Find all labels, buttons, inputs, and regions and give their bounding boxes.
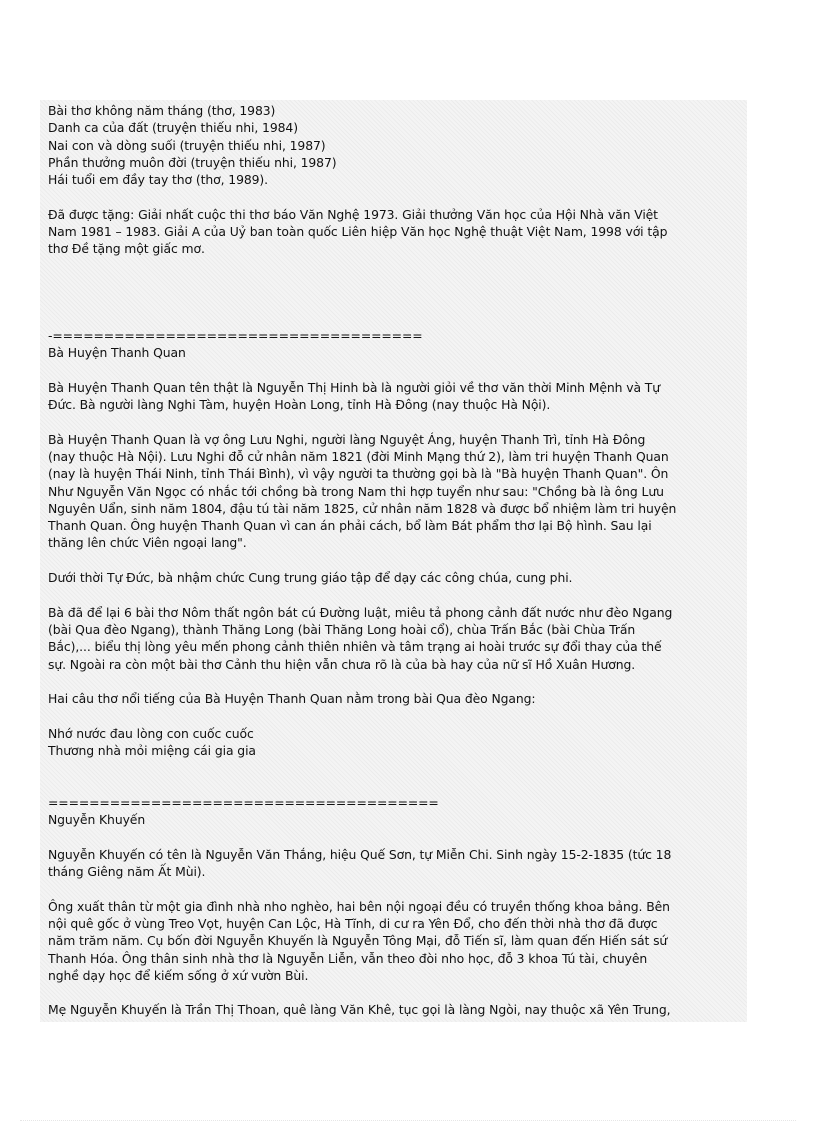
blank-line — [48, 759, 748, 776]
text-line: Nguyễn Khuyến có tên là Nguyễn Văn Thắng, hiệu Quế Sơn, tự Miễn Chi. Sinh ngày 15-2-1835 (tức 18 — [48, 846, 672, 862]
text-line: Đức. Bà người làng Nghi Tàm, huyện Hoàn Long, tỉnh Hà Đông (nay thuộc Hà Nội). — [48, 397, 551, 413]
text-line: tháng Giêng năm Ất Mùi). — [48, 864, 206, 880]
blank-line — [48, 880, 748, 897]
blank-line — [48, 552, 748, 569]
page-bottom-rule — [20, 1120, 796, 1121]
text-line: (nay là huyện Thái Ninh, tỉnh Thái Bình), vì vậy người ta thường gọi bà là "Bà huyện Thanh Quan". Ôn — [48, 466, 669, 482]
text-line: ====================================== — [48, 794, 439, 810]
text-line: -==================================== — [48, 327, 423, 343]
text-line: Bà Huyện Thanh Quan — [48, 345, 186, 361]
text-line: Đã được tặng: Giải nhất cuộc thi thơ báo Văn Nghệ 1973. Giải thưởng Văn học của Hội Nhà văn Việt — [48, 206, 658, 222]
text-line: thơ Đề tặng một giấc mơ. — [48, 241, 205, 257]
text-line: Phần thưởng muôn đời (truyện thiếu nhi, 1987) — [48, 154, 337, 170]
text-line: Hai câu thơ nổi tiếng của Bà Huyện Thanh Quan nằm trong bài Qua đèo Ngang: — [48, 691, 536, 707]
blank-line — [48, 413, 748, 430]
document-body — [48, 102, 748, 1019]
text-line: Bài thơ không năm tháng (thơ, 1983) — [48, 103, 276, 118]
text-line: nội quê gốc ở vùng Treo Vọt, huyện Can Lộc, Hà Tĩnh, di cư ra Yên Đổ, cho đến thời nhà thơ đã được — [48, 915, 658, 931]
text-line: (nay thuộc Hà Nội). Lưu Nghi đỗ cử nhân năm 1821 (đời Minh Mạng thứ 2), làm tri huyện Thanh Quan — [48, 448, 669, 464]
text-line: Như Nguyễn Văn Ngọc có nhắc tới chồng bà trong Nam thi hợp tuyển như sau: "Chồng bà là ông Lưu — [48, 483, 664, 499]
blank-line — [48, 673, 748, 690]
text-line: Dưới thời Tự Đức, bà nhậm chức Cung trung giáo tập để dạy các công chúa, cung phi. — [48, 570, 573, 586]
text-line: sự. Ngoài ra còn một bài thơ Cảnh thu hiện vẫn chưa rõ là của bà hay của nữ sĩ Hồ Xuân Hương. — [48, 656, 636, 672]
text-line: Nguyễn Khuyến — [48, 812, 146, 828]
text-line: Bắc),... biểu thị lòng yêu mến phong cảnh thiên nhiên và tâm trạng ai hoài trước sự đổi thay của thế — [48, 639, 662, 655]
text-line: Nai con và dòng suối (truyện thiếu nhi, 1987) — [48, 137, 326, 153]
text-line: Bà đã để lại 6 bài thơ Nôm thất ngôn bát cú Đường luật, miêu tả phong cảnh đất nước như đèo Ngang — [48, 604, 673, 620]
text-line: Bà Huyện Thanh Quan là vợ ông Lưu Nghi, người làng Nguyệt Áng, huyện Thanh Trì, tỉnh Hà Đông — [48, 431, 646, 447]
blank-line — [48, 361, 748, 378]
blank-line — [48, 292, 748, 309]
text-line: (bài Qua đèo Ngang), thành Thăng Long (bài Thăng Long hoài cổ), chùa Trấn Bắc (bài Chùa Trấn — [48, 621, 636, 637]
text-line: Mẹ Nguyễn Khuyến là Trần Thị Thoan, quê làng Văn Khê, tục gọi là làng Ngòi, nay thuộc xã Yên Trung, — [48, 1002, 671, 1018]
blank-line — [48, 258, 748, 275]
text-line: nghề dạy học để kiếm sống ở xứ vườn Bùi. — [48, 967, 309, 983]
text-line: Nguyên Uẩn, sinh năm 1804, đậu tú tài năm 1825, cử nhân năm 1828 và được bổ nhiệm làm tri huyện — [48, 500, 677, 516]
text-line: Thương nhà mỏi miệng cái gia gia — [48, 742, 256, 758]
text-line: Ông xuất thân từ một gia đình nhà nho nghèo, hai bên nội ngoại đều có truyền thống khoa bảng. Bên — [48, 898, 670, 914]
text-line: Danh ca của đất (truyện thiếu nhi, 1984) — [48, 120, 298, 136]
text-line: thăng lên chức Viên ngoại lang". — [48, 535, 247, 551]
text-line: năm trăm năm. Cụ bốn đời Nguyễn Khuyến là Nguyễn Tông Mại, đỗ Tiến sĩ, làm quan đến Hiến sát sứ — [48, 933, 668, 949]
text-line: Nam 1981 – 1983. Giải A của Uỷ ban toàn quốc Liên hiệp Văn học Nghệ thuật Việt Nam, 1998 với tập — [48, 224, 668, 240]
blank-line — [48, 984, 748, 1001]
blank-line — [48, 310, 748, 327]
blank-line — [48, 777, 748, 794]
text-line: Hái tuổi em đầy tay thơ (thơ, 1989). — [48, 172, 268, 188]
blank-line — [48, 586, 748, 603]
blank-line — [48, 188, 748, 205]
blank-line — [48, 275, 748, 292]
text-line: Nhớ nước đau lòng con cuốc cuốc — [48, 725, 254, 741]
blank-line — [48, 707, 748, 724]
text-line: Thanh Quan. Ông huyện Thanh Quan vì can án phải cách, bổ làm Bát phẩm thơ lại Bộ hình. Sau lại — [48, 518, 652, 534]
text-line: Bà Huyện Thanh Quan tên thật là Nguyễn Thị Hinh bà là người giỏi về thơ văn thời Minh Mệnh và Tự — [48, 379, 661, 395]
text-line: Thanh Hóa. Ông thân sinh nhà thơ là Nguyễn Liễn, vẫn theo đòi nho học, đỗ 3 khoa Tú tài, chuyên — [48, 950, 648, 966]
blank-line — [48, 828, 748, 845]
